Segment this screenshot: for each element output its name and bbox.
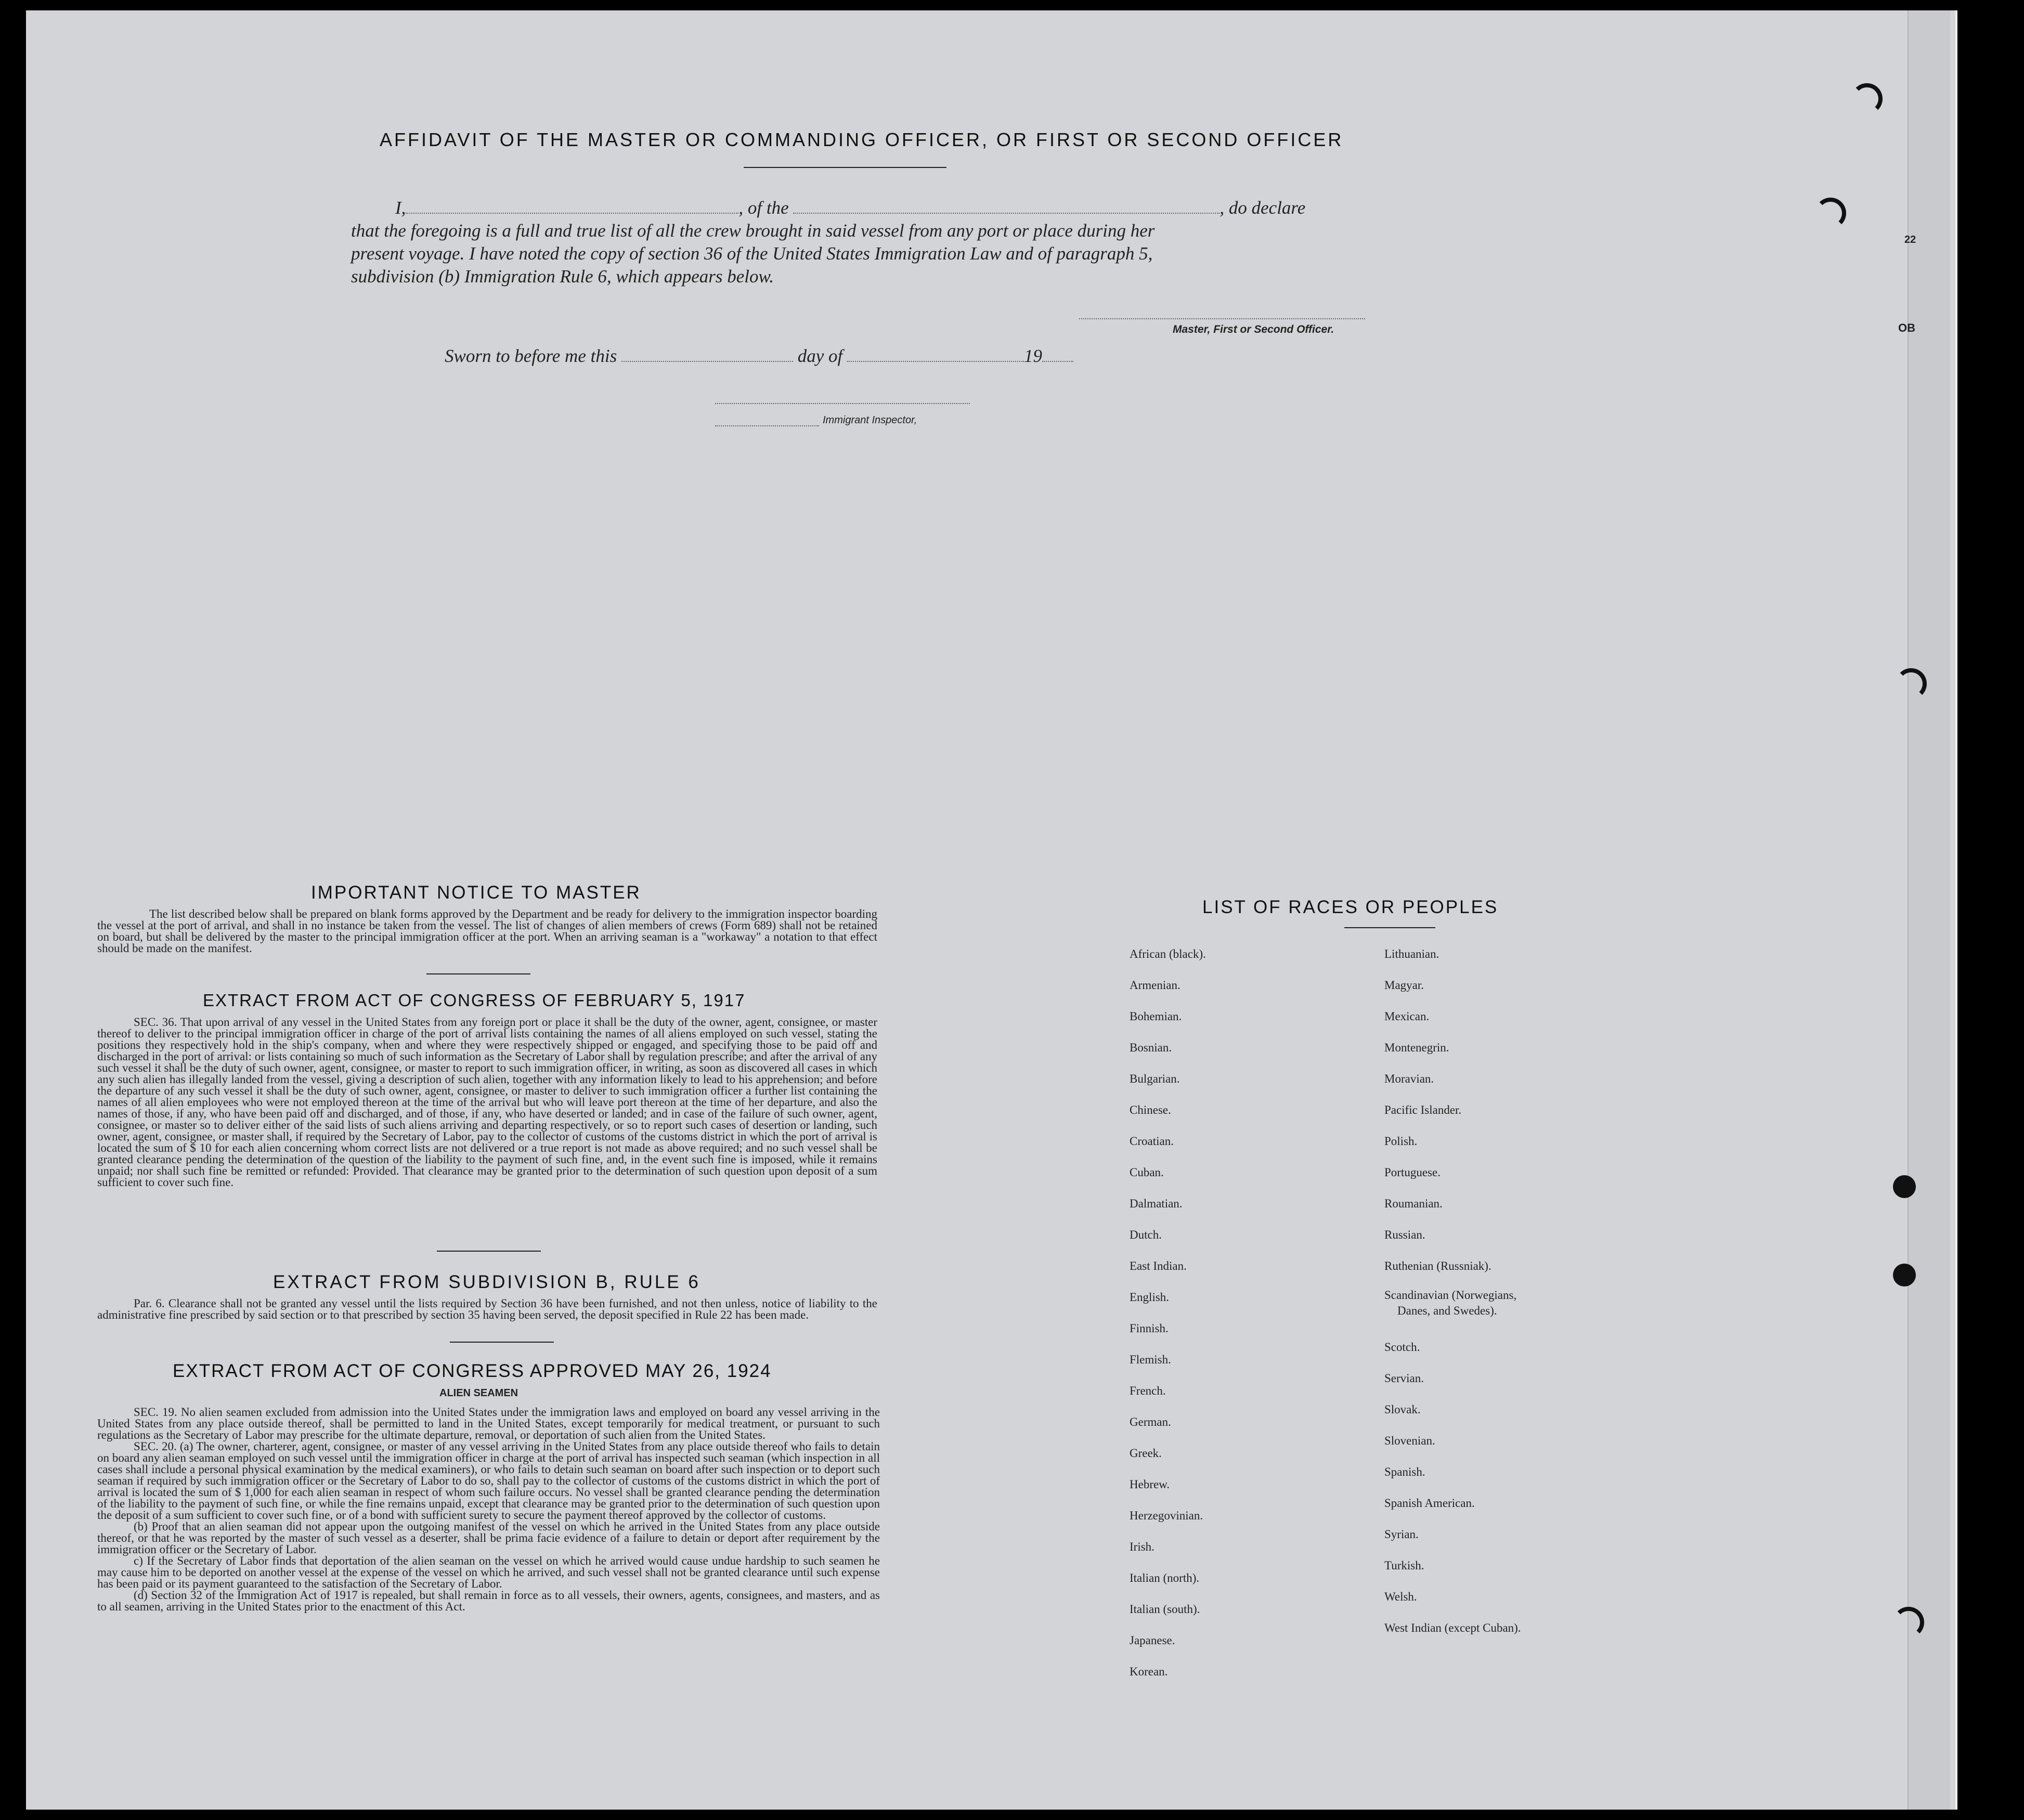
race-item: Greek. <box>1130 1447 1162 1460</box>
race-item: Bosnian. <box>1130 1041 1172 1054</box>
race-item: Russian. <box>1384 1228 1425 1241</box>
section-20a-text: SEC. 20. (a) The owner, charterer, agent, consignee, or master of any vessel arriving in the United States from any place outside thereof who fails to detain on board any alien seaman employed on such vessel until the immigration officer in charge at the port of arrival has inspected such seaman (which inspection in all cases shall include a personal physical examination by the medical examiners), or who fails to detain such seaman on board after such inspection or to deport such seaman if required by such immigration officer or the Secretary of Labor to do so, shall pay to the collector of customs of the customs district in which the port of arrival is located the sum of $ 1,000 for each alien seaman in respect of whom such failure occurs. No vessel shall be granted clearance pending the determination of the liability to the payment of such fine, or while the fine remains unpaid, except that clearance may be granted prior to the determination of such question upon the deposit of a sum sufficient to cover such fine, or of a bond with sufficient surety to secure the payment thereof approved by the collector of customs. <box>97 1440 880 1522</box>
race-item: Chinese. <box>1130 1103 1171 1116</box>
punch-hole <box>1896 668 1927 699</box>
sworn-label: Sworn to before me this <box>445 346 617 366</box>
race-item: Armenian. <box>1130 979 1180 992</box>
day-of-label: day of <box>797 346 843 366</box>
section-divider <box>437 1251 541 1252</box>
extract-1924-title: EXTRACT FROM ACT OF CONGRESS APPROVED MAY 26, 1924 <box>173 1361 772 1381</box>
race-item: West Indian (except Cuban). <box>1384 1621 1521 1634</box>
race-item: Japanese. <box>1130 1634 1175 1647</box>
race-item: Hebrew. <box>1130 1478 1170 1491</box>
punch-hole <box>1851 83 1883 114</box>
inspector-label: Immigrant Inspector, <box>823 414 917 426</box>
sworn-year-field[interactable] <box>1042 343 1073 362</box>
punch-hole <box>1893 1607 1924 1638</box>
races-title: LIST OF RACES OR PEOPLES <box>1202 897 1499 917</box>
race-item: Danes, and Swedes). <box>1397 1304 1497 1317</box>
race-item: Servian. <box>1384 1372 1424 1385</box>
punch-hole <box>1893 1264 1916 1286</box>
affidavit-title: AFFIDAVIT OF THE MASTER OR COMMANDING OFFICER, OR FIRST OR SECOND OFFICER <box>380 129 1344 150</box>
sworn-line <box>445 343 1073 367</box>
inspector-signature-line[interactable] <box>715 403 970 404</box>
race-item: Scandinavian (Norwegians, <box>1384 1289 1517 1302</box>
races-column-1 <box>1130 947 1206 1696</box>
race-item: Flemish. <box>1130 1353 1171 1366</box>
race-item: Moravian. <box>1384 1072 1434 1085</box>
section-19-text: SEC. 19. No alien seamen excluded from admission into the United States under the immigration laws and employed on board any vessel arriving in the United States from any place outside thereof, shall be permitted to land in the United States, except temporarily for medical treatment, or pursuant to such regulations as the Secretary of Labor may prescribe for the ultimate departure, removal, or deportation of such alien from the United States. <box>97 1406 880 1441</box>
extract-1917-title: EXTRACT FROM ACT OF CONGRESS OF FEBRUARY 5, 1917 <box>203 991 746 1010</box>
race-item: Magyar. <box>1384 979 1424 992</box>
race-item: Cuban. <box>1130 1166 1164 1179</box>
race-item: Montenegrin. <box>1384 1041 1449 1054</box>
race-item: Syrian. <box>1384 1528 1419 1541</box>
vessel-name-field[interactable] <box>793 195 1219 214</box>
race-item: Roumanian. <box>1384 1197 1443 1210</box>
race-item: Turkish. <box>1384 1559 1424 1572</box>
race-item: African (black). <box>1130 947 1206 960</box>
race-item: German. <box>1130 1415 1171 1428</box>
race-item: Croatian. <box>1130 1135 1174 1148</box>
margin-stamp: 22 <box>1904 234 1916 245</box>
affidavit-line: present voyage. I have noted the copy of section 36 of the United States Immigration Law and of paragraph 5, <box>351 243 1153 264</box>
declare-label: , do declare <box>1219 198 1306 218</box>
notice-body: The list described below shall be prepared on blank forms approved by the Department and be ready for delivery to the immigration inspector boarding the vessel at the port of arrival, and shall in no instance be taken from the vessel. The list of changes of alien members of crews (Form 689) shall not be retained on board, but shall be delivered by the master to the principal immigration officer at the port. When an arriving seaman is a "workaway" a notation to that effect should be made on the manifest. <box>97 907 877 955</box>
race-item: Ruthenian (Russniak). <box>1384 1259 1491 1272</box>
race-item: English. <box>1130 1291 1170 1304</box>
section-divider <box>426 973 530 974</box>
signature-line[interactable] <box>1079 318 1365 319</box>
signature-label: Master, First or Second Officer. <box>1173 323 1334 335</box>
affidavit-line: that the foregoing is a full and true list of all the crew brought in said vessel from any port or place during her <box>351 220 1155 241</box>
race-item: Italian (north). <box>1130 1571 1200 1584</box>
affidavit-body <box>351 195 1370 288</box>
race-item: Irish. <box>1130 1540 1154 1553</box>
race-item: Mexican. <box>1384 1010 1430 1023</box>
race-item: Polish. <box>1384 1135 1418 1148</box>
race-item: Dutch. <box>1130 1228 1162 1241</box>
race-item: Spanish. <box>1384 1465 1425 1478</box>
sworn-month-field[interactable] <box>847 343 1024 362</box>
affidavit-line: subdivision (b) Immigration Rule 6, which appears below. <box>351 266 774 287</box>
race-item: Portuguese. <box>1384 1166 1441 1179</box>
rule6-title: EXTRACT FROM SUBDIVISION B, RULE 6 <box>273 1272 700 1292</box>
race-item: Slovak. <box>1384 1403 1421 1416</box>
race-item: Korean. <box>1130 1665 1168 1678</box>
race-item: Welsh. <box>1384 1590 1417 1603</box>
section-20c-text: c) If the Secretary of Labor finds that deportation of the alien seaman on the vessel on which he arrived would cause undue hardship to such seamen he may cause him to be deported on another vessel at the expense of the vessel on which he arrived, and such vessel shall not be granted clearance until such expense has been paid or its payment guaranteed to the satisfaction of the Secretary of Labor. <box>97 1554 880 1590</box>
rule6-body: Par. 6. Clearance shall not be granted any vessel until the lists required by Section 36 have been furnished, and not then unless, notice of liability to the administrative fine prescribed by said section or to that prescribed by section 35 having been served, the deposit specified in Rule 22 has been made. <box>97 1297 877 1321</box>
race-item: Bohemian. <box>1130 1010 1182 1023</box>
extract-1924-body <box>97 1407 880 1613</box>
races-column-2 <box>1384 947 1521 1653</box>
section-20d-text: (d) Section 32 of the Immigration Act of 1917 is repealed, but shall remain in force as to all vessels, their owners, agents, consignees, and masters, and as to all seamen, arriving in the United States prior to the enactment of this Act. <box>97 1589 880 1613</box>
vessel-label: , of the <box>738 198 789 218</box>
race-item: East Indian. <box>1130 1259 1187 1272</box>
sworn-day-field[interactable] <box>621 343 793 362</box>
race-item: Finnish. <box>1130 1322 1169 1335</box>
year-label: 19 <box>1023 346 1042 366</box>
race-item: French. <box>1130 1384 1166 1397</box>
race-item: Pacific Islander. <box>1384 1103 1462 1116</box>
section-divider <box>450 1342 554 1343</box>
race-item: Scotch. <box>1384 1341 1420 1354</box>
punch-hole <box>1815 198 1846 229</box>
race-item: Spanish American. <box>1384 1497 1475 1510</box>
declarant-label: I, <box>395 198 406 218</box>
race-item: Dalmatian. <box>1130 1197 1183 1210</box>
inspector-signature-line[interactable] <box>715 425 819 426</box>
extract-1917-body: SEC. 36. That upon arrival of any vessel in the United States from any foreign port or place it shall be the duty of the owner, agent, consignee, or master thereof to deliver to the principal immigration officer in charge of the port of arrival lists containing the names of all aliens employed on such vessel, stating the positions they respectively hold in the ship's company, when and where they were respectively shipped or engaged, and specifying those to be paid off and discharged in the port of arrival: or lists containing so much of such information as the Secretary of Labor shall by regulation prescribe; and after the arrival of any such vessel it shall be the duty of such owner, agent, consignee, or master to report to such immigration officer, in writing, as soon as discovered all cases in which any such alien has illegally landed from the vessel, giving a description of such alien, together with any information likely to lead to his apprehension; and before the departure of any such vessel it shall be the duty of such owner, agent, consignee, or master to deliver to such immigration officer a further list containing the names of all alien employees who were not employed thereon at the time of the arrival but who will leave port thereon at the time of her departure, and also the names of those, if any, who have been paid off and discharged, and of those, if any, who have deserted or landed; and in case of the failure of such owner, agent, consignee, or master so to deliver either of the said lists of such aliens arriving and departing respectively, or so to report such cases of desertion or landing, such owner, agent, consignee, or master shall, if required by the Secretary of Labor, pay to the collector of customs of the customs district in which the port of arrival is located the sum of $ 10 for each alien concerning whom correct lists are not delivered or a true report is not made as above required; and no such vessel shall be granted clearance pending the determination of the question of the liability to the payment of such fine, and, in the event such fine is imposed, while it remains unpaid; nor shall such fine be remitted or refunded: Provided. That clearance may be granted prior to the determination of such question upon deposit of a sum sufficient to cover such fine. <box>97 1016 877 1189</box>
race-item: Lithuanian. <box>1384 947 1439 960</box>
race-item: Bulgarian. <box>1130 1072 1180 1085</box>
title-underline <box>744 167 946 168</box>
page-edge <box>1908 10 1950 1810</box>
race-item: Slovenian. <box>1384 1434 1435 1447</box>
margin-stamp: OB <box>1898 321 1915 334</box>
section-20b-text: (b) Proof that an alien seaman did not appear upon the outgoing manifest of the vessel on which he arrived in the United States from any place outside thereof, or that he was reported by the master of such vessel as a deserter, shall be prima facie evidence of a failure to detain or deport after requirement by the immigration officer or the Secretary of Labor. <box>97 1520 880 1556</box>
race-item: Herzegovinian. <box>1130 1509 1203 1522</box>
notice-title: IMPORTANT NOTICE TO MASTER <box>311 882 641 903</box>
declarant-name-field[interactable] <box>406 195 738 214</box>
punch-hole <box>1893 1175 1916 1198</box>
race-item: Italian (south). <box>1130 1603 1200 1616</box>
races-title-underline <box>1344 927 1435 928</box>
extract-1924-subtitle: ALIEN SEAMEN <box>439 1387 518 1399</box>
